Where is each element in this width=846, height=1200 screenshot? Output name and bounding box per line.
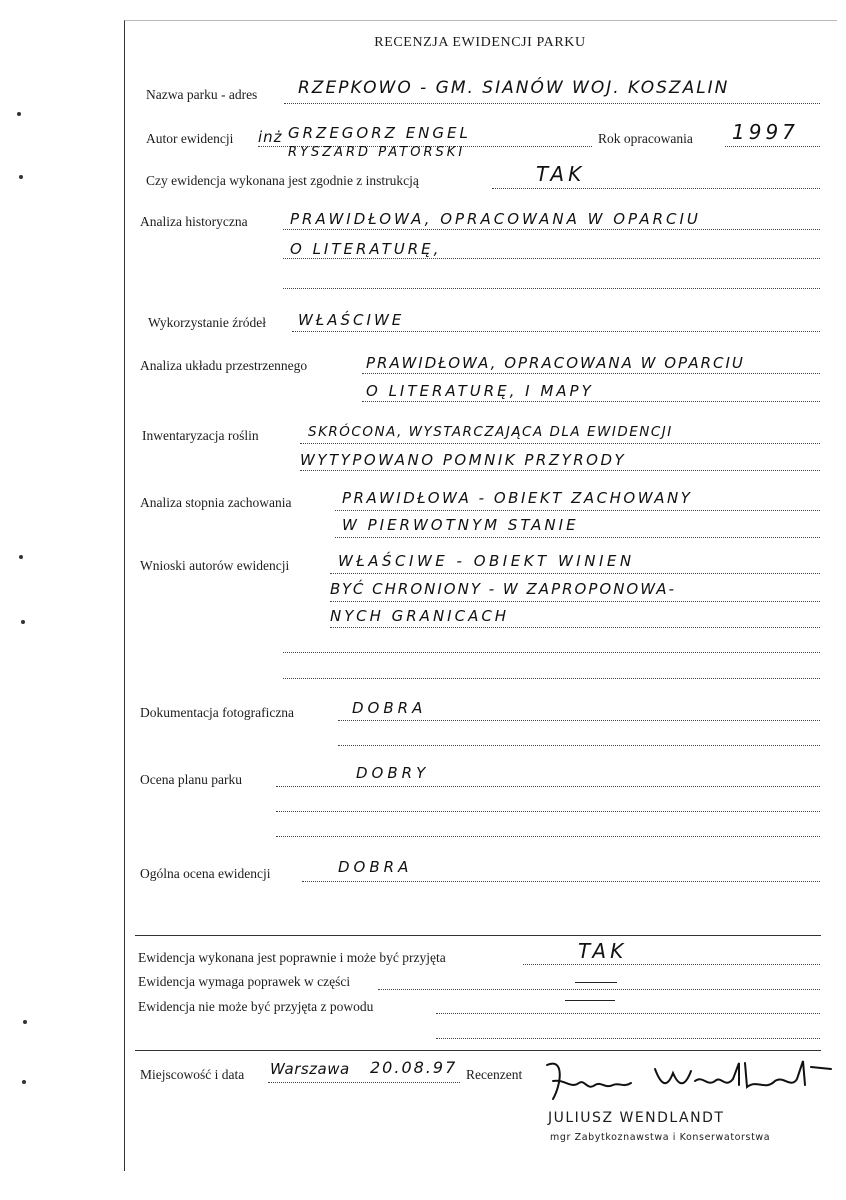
conclusions-line-4 [283,652,820,653]
decision-divider-top [135,935,821,936]
overall-rating-label: Ogólna ocena ewidencji [140,866,271,881]
corrections-line [378,989,820,990]
reviewer-stamp-title: mgr Zabytkoznawstwa i Konserwatorstwa [550,1132,771,1143]
park-name-value: RZEPKOWO - GM. SIANÓW WOJ. KOSZALIN [298,78,730,98]
sources-value: WŁAŚCIWE [298,311,405,329]
conclusions-value-1: WŁAŚCIWE - OBIEKT WINIEN [338,552,635,570]
document-title: RECENZJA EWIDENCJI PARKU [374,35,586,50]
accepted-label: Ewidencja wykonana jest poprawnie i może być przyjęta [138,950,446,965]
scan-mark [17,112,21,116]
author-prefix: inż [258,128,283,146]
park-plan-line-2 [276,811,820,812]
overall-rating-line [302,881,820,882]
park-name-label: Nazwa parku - adres [146,87,258,102]
accepted-value: TAK [578,939,628,963]
year-value: 1997 [732,120,799,144]
corrections-dash [575,982,617,983]
preservation-analysis-line-2 [335,537,820,538]
conclusions-value-2: BYĆ CHRONIONY - W ZAPROPONOWA- [330,580,676,598]
scan-mark [21,620,25,624]
preservation-analysis-label: Analiza stopnia zachowania [140,495,292,510]
rejected-label: Ewidencja nie może być przyjęta z powodu [138,999,374,1014]
preservation-analysis-value-2: W PIERWOTNYM STANIE [342,516,579,534]
historical-analysis-line-3 [283,288,820,289]
reviewer-signature [535,1055,835,1105]
layout-analysis-line-2 [362,401,820,402]
plant-inventory-line-1 [300,443,820,444]
historical-analysis-value-2: O LITERATURĘ, [290,240,442,258]
preservation-analysis-line-1 [335,510,820,511]
author-label: Autor ewidencji [146,131,234,146]
conclusions-line-5 [283,678,820,679]
author-name-1: GRZEGORZ ENGEL [288,124,471,142]
scan-mark [19,555,23,559]
place-date-label: Miejscowość i data [140,1067,245,1082]
rejected-dash [565,1000,615,1001]
compliance-line [492,188,820,189]
plant-inventory-value-1: SKRÓCONA, WYSTARCZAJĄCA DLA EWIDENCJI [308,424,673,440]
place-date-line [268,1082,460,1083]
photo-documentation-line-1 [338,720,820,721]
historical-analysis-line-2 [283,258,820,259]
plant-inventory-value-2: WYTYPOWANO POMNIK PRZYRODY [300,451,627,469]
scan-mark [22,1080,26,1084]
year-line [725,146,820,147]
photo-documentation-label: Dokumentacja fotograficzna [140,705,295,720]
reviewer-stamp-name: JULIUSZ WENDLANDT [548,1110,725,1126]
decision-divider-bottom [135,1050,821,1051]
sources-line [292,331,820,332]
historical-analysis-line-1 [283,229,820,230]
compliance-label: Czy ewidencja wykonana jest zgodnie z instrukcją [146,173,419,188]
corrections-label: Ewidencja wymaga poprawek w części [138,974,351,989]
place-value: Warszawa [270,1060,350,1078]
author-name-2: RYSZARD PATORSKI [288,145,466,160]
layout-analysis-label: Analiza układu przestrzennego [140,358,308,373]
compliance-value: TAK [536,162,586,186]
conclusions-line-3 [330,627,820,628]
sources-label: Wykorzystanie źródeł [148,315,267,330]
scan-mark [23,1020,27,1024]
rejected-line-2 [436,1038,820,1039]
conclusions-line-1 [330,573,820,574]
layout-analysis-value-2: O LITERATURĘ, I MAPY [366,382,594,400]
accepted-line [523,964,820,965]
photo-documentation-value: DOBRA [352,699,427,717]
photo-documentation-line-2 [338,745,820,746]
park-plan-value: DOBRY [356,764,430,782]
year-label: Rok opracowania [598,131,693,146]
park-plan-line-3 [276,836,820,837]
preservation-analysis-value-1: PRAWIDŁOWA - OBIEKT ZACHOWANY [342,489,693,507]
conclusions-line-2 [330,601,820,602]
plant-inventory-line-2 [300,470,820,471]
conclusions-value-3: NYCH GRANICACH [330,607,510,625]
park-plan-label: Ocena planu parku [140,772,242,787]
scan-mark [19,175,23,179]
park-name-line [284,103,820,104]
date-value: 20.08.97 [370,1058,458,1077]
rejected-line-1 [436,1013,820,1014]
reviewer-label: Recenzent [466,1067,523,1082]
conclusions-label: Wnioski autorów ewidencji [140,558,290,573]
park-plan-line-1 [276,786,820,787]
historical-analysis-label: Analiza historyczna [140,214,248,229]
historical-analysis-value-1: PRAWIDŁOWA, OPRACOWANA W OPARCIU [290,210,701,228]
layout-analysis-line-1 [362,373,820,374]
overall-rating-value: DOBRA [338,858,413,876]
plant-inventory-label: Inwentaryzacja roślin [142,428,259,443]
layout-analysis-value-1: PRAWIDŁOWA, OPRACOWANA W OPARCIU [366,354,745,372]
